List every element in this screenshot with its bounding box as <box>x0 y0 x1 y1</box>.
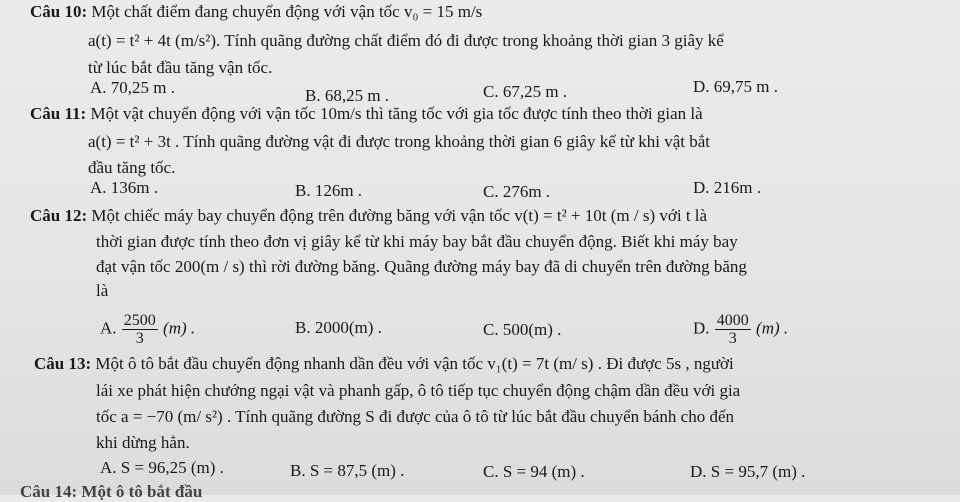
q12-option-b[interactable]: B. 2000(m) . <box>295 318 382 337</box>
q12-option-d-numerator: 4000 <box>716 312 749 329</box>
q13-option-a[interactable]: A. S = 96,25 (m) . <box>100 458 224 477</box>
q10-option-d[interactable]: D. 69,75 m . <box>693 77 778 96</box>
q13-line2: lái xe phát hiện chướng ngại vật và phanh gấp, ô tô tiếp tục chuyển động chậm dần đều với gia <box>96 381 741 400</box>
q12-line3: đạt vận tốc 200(m / s) thì rời đường băng. Quãng đường máy bay đã di chuyển trên đường băng <box>96 257 747 276</box>
q10-option-a[interactable]: A. 70,25 m . <box>90 78 175 97</box>
q12-option-d-fraction <box>715 312 751 347</box>
q10-line1 <box>30 2 482 22</box>
q10-line2: a(t) = t² + 4t (m/s²). Tính quãng đường chất điểm đó đi được trong khoảng thời gian 3 giây kể <box>88 31 724 50</box>
q13-line3: tốc a = −70 (m/ s²) . Tính quãng đường S đi được của ô tô từ lúc bắt đầu chuyển bánh cho đến <box>96 407 735 426</box>
q12-line1 <box>30 206 707 226</box>
q12-option-c[interactable]: C. 500(m) . <box>483 320 562 339</box>
q13-option-b[interactable]: B. S = 87,5 (m) . <box>290 461 405 480</box>
q11-text1: Một vật chuyển động với vận tốc 10m/s thì tăng tốc với gia tốc được tính theo thời gian là <box>90 104 703 123</box>
q13-line1 <box>34 354 734 374</box>
q11-option-d[interactable]: D. 216m . <box>693 178 761 197</box>
q10-head: Câu 10: <box>30 2 88 21</box>
q12-text1: Một chiếc máy bay chuyển động trên đường băng với vận tốc v(t) = t² + 10t (m / s) với t là <box>91 206 708 225</box>
q11-line3: đầu tăng tốc. <box>88 158 176 177</box>
q12-option-d-denominator: 3 <box>728 330 737 347</box>
q10-option-b[interactable]: B. 68,25 m . <box>305 86 390 105</box>
q12-option-d[interactable] <box>693 312 788 347</box>
q10-option-c[interactable]: C. 67,25 m . <box>483 82 568 101</box>
q10-text1: Một chất điểm đang chuyển động với vận tốc v₀ = 15 m/s <box>91 2 483 21</box>
q12-option-a-label: A. <box>100 318 117 338</box>
q14-partial: Câu 14: Một ô tô bắt đầu <box>20 482 203 501</box>
q12-option-d-unit: (m) . <box>756 318 789 338</box>
q13-head: Câu 13: <box>34 354 92 373</box>
q13-option-d[interactable]: D. S = 95,7 (m) . <box>690 462 806 481</box>
q11-line2: a(t) = t² + 3t . Tính quãng đường vật đi được trong khoảng thời gian 6 giây kể từ khi vật bắt <box>88 132 710 151</box>
q11-option-b[interactable]: B. 126m . <box>295 181 363 200</box>
q12-option-a[interactable] <box>100 312 195 347</box>
q12-option-a-denominator: 3 <box>135 330 144 347</box>
q12-line2: thời gian được tính theo đơn vị giây kể từ khi máy bay bắt đầu chuyển động. Biết khi máy bay <box>96 232 738 251</box>
q12-option-a-unit: (m) . <box>163 318 196 338</box>
q12-option-a-fraction <box>122 312 158 347</box>
q12-line4: là <box>96 281 109 300</box>
q12-option-d-label: D. <box>693 318 710 338</box>
q11-head: Câu 11: <box>30 104 87 123</box>
q13-text1: Một ô tô bắt đầu chuyển động nhanh dần đều với vận tốc v₁(t) = 7t (m/ s) . Đi được 5s , người <box>95 354 734 373</box>
q12-head: Câu 12: <box>30 206 88 225</box>
q13-option-c[interactable]: C. S = 94 (m) . <box>483 462 585 481</box>
q12-option-a-numerator: 2500 <box>123 312 156 329</box>
q11-option-c[interactable]: C. 276m . <box>483 182 551 201</box>
q13-line4: khi dừng hẳn. <box>96 433 190 452</box>
q11-option-a[interactable]: A. 136m . <box>90 178 158 197</box>
q11-line1 <box>30 104 703 124</box>
q10-line3: từ lúc bắt đầu tăng vận tốc. <box>88 58 273 77</box>
